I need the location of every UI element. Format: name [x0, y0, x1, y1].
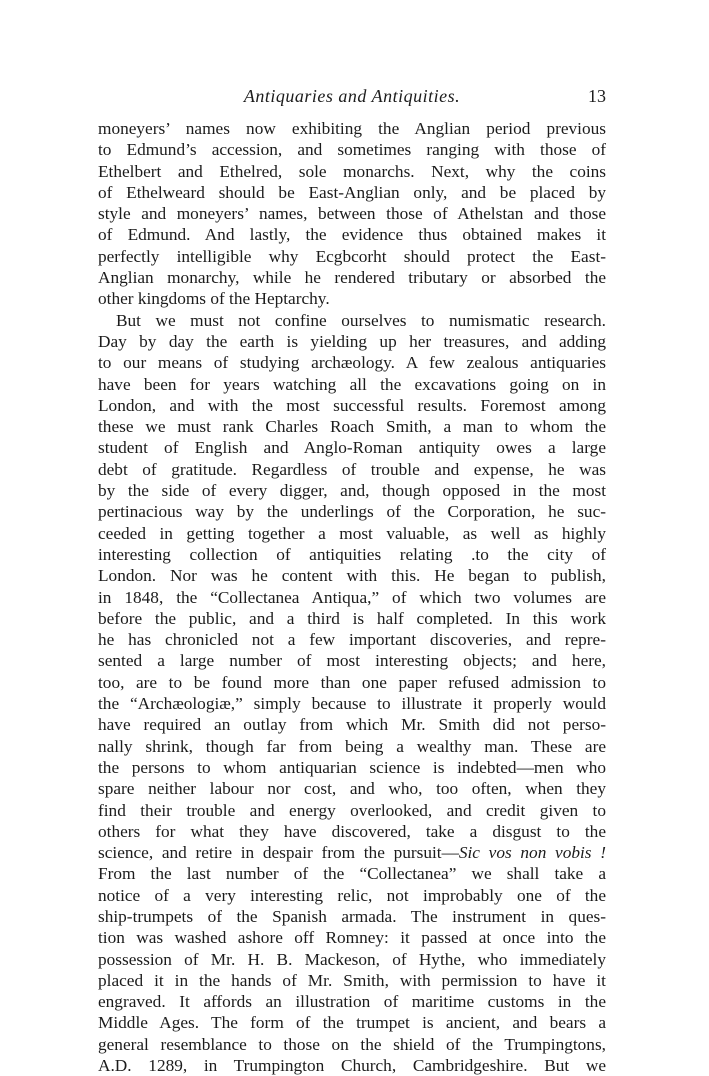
text-line: in 1848, the “Collectanea Antiqua,” of which two volumes are: [98, 587, 606, 607]
text-line: student of English and Anglo-Roman antiquity owes a large: [98, 438, 606, 458]
text-line: notice of a very interesting relic, not improbably one of the: [98, 885, 606, 905]
text-line-with-era: [98, 1055, 606, 1076]
paragraph-start-line: But we must not confine ourselves to numismatic research.: [116, 310, 606, 330]
text-line: sented a large number of most interesting objects; and here,: [98, 651, 606, 671]
text-line: to our means of studying archæology. A few zealous antiquaries: [98, 353, 606, 373]
page-header: [98, 84, 606, 110]
text-fragment: science, and retire in despair from the pursuit—: [98, 843, 459, 863]
text-line: to Edmund’s accession, and sometimes ranging with those of: [98, 140, 606, 160]
text-line: placed it in the hands of Mr. Smith, with permission to have it: [98, 970, 606, 990]
body-text: [98, 118, 606, 1076]
text-line: interesting collection of antiquities relating .to the city of: [98, 544, 606, 564]
era-abbreviation: A.D.: [98, 1056, 132, 1076]
book-page: [98, 84, 606, 1076]
text-line: tion was washed ashore off Romney: it passed at once into the: [98, 928, 606, 948]
text-line: have required an outlay from which Mr. Smith did not perso-: [98, 715, 606, 735]
text-line: Ethelbert and Ethelred, sole monarchs. Next, why the coins: [98, 161, 606, 181]
text-line: too, are to be found more than one paper refused admission to: [98, 672, 606, 692]
text-line: other kingdoms of the Heptarchy.: [98, 289, 330, 309]
text-fragment: 1289, in Trumpington Church, Cambridgeshire. But we: [148, 1056, 606, 1076]
text-line: London, and with the most successful results. Foremost among: [98, 395, 606, 415]
text-line-with-motto: [98, 842, 606, 863]
text-line: London. Nor was he content with this. He began to publish,: [98, 566, 606, 586]
text-line: these we must rank Charles Roach Smith, a man to whom the: [98, 417, 606, 437]
text-line: nally shrink, though far from being a wealthy man. These are: [98, 736, 606, 756]
text-line: spare neither labour nor cost, and who, too often, when they: [98, 779, 606, 799]
text-line: ship-trumpets of the Spanish armada. The instrument in ques-: [98, 906, 606, 926]
text-line: style and moneyers’ names, between those of Athelstan and those: [98, 204, 606, 224]
text-line: From the last number of the “Collectanea” we shall take a: [98, 864, 606, 884]
text-line: debt of gratitude. Regardless of trouble and expense, he was: [98, 459, 606, 479]
text-line: he has chronicled not a few important discoveries, and repre-: [98, 630, 606, 650]
text-line: ceeded in getting together a most valuable, as well as highly: [98, 523, 606, 543]
text-line: of Edmund. And lastly, the evidence thus obtained makes it: [98, 225, 606, 245]
text-line: before the public, and a third is half completed. In this work: [98, 608, 606, 628]
text-line: have been for years watching all the excavations going on in: [98, 374, 606, 394]
text-line: others for what they have discovered, take a disgust to the: [98, 821, 606, 841]
text-line: Day by day the earth is yielding up her treasures, and adding: [98, 331, 606, 351]
text-line: moneyers’ names now exhibiting the Anglian period previous: [98, 119, 606, 138]
page-number: 13: [588, 86, 606, 106]
text-line: of Ethelweard should be East-Anglian only, and be placed by: [98, 182, 606, 202]
text-line: possession of Mr. H. B. Mackeson, of Hythe, who immediately: [98, 949, 606, 969]
text-line: engraved. It affords an illustration of maritime customs in the: [98, 992, 606, 1012]
running-title: Antiquaries and Antiquities.: [243, 86, 461, 106]
text-line: Middle Ages. The form of the trumpet is ancient, and bears a: [98, 1013, 606, 1033]
text-line: the persons to whom antiquarian science is indebted—men who: [98, 757, 606, 777]
text-line: find their trouble and energy overlooked, and credit given to: [98, 800, 606, 820]
text-line: by the side of every digger, and, though opposed in the most: [98, 481, 606, 501]
text-line: general resemblance to those on the shield of the Trumpingtons,: [98, 1034, 606, 1054]
latin-motto: Sic vos non vobis !: [458, 843, 606, 863]
text-line: perfectly intelligible why Ecgbcorht should protect the East-: [98, 246, 606, 266]
text-line: Anglian monarchy, while he rendered tributary or absorbed the: [98, 268, 606, 288]
text-line: the “Archæologiæ,” simply because to illustrate it properly would: [98, 694, 606, 714]
text-line: pertinacious way by the underlings of the Corporation, he suc-: [98, 502, 606, 522]
